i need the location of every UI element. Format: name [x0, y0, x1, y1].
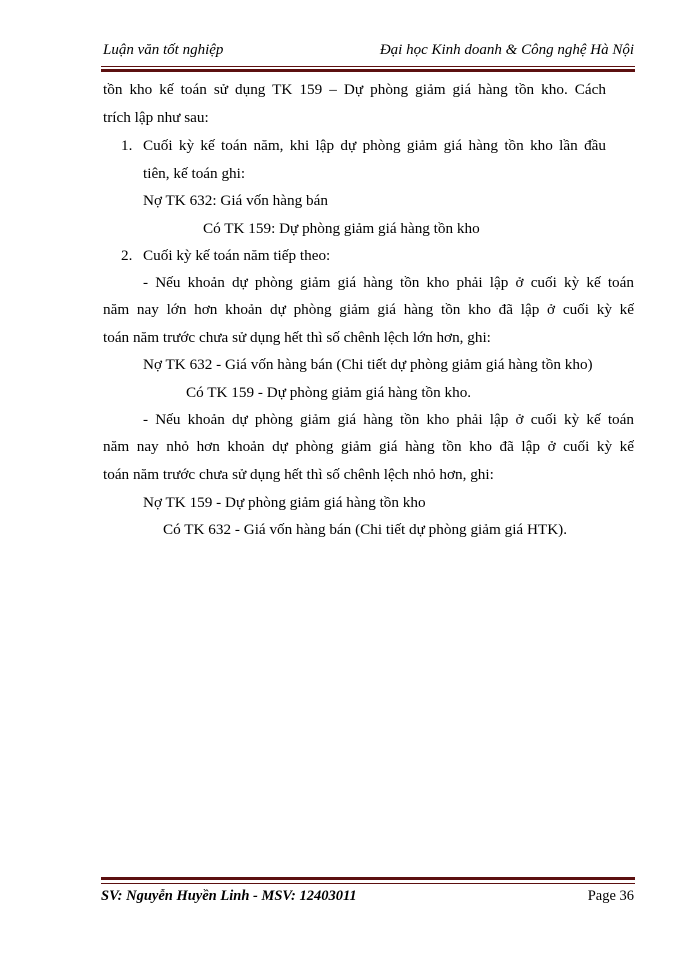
- page-header: [103, 42, 634, 64]
- page-number: Page 36: [587, 888, 634, 904]
- case-1-line-2: năm nay lớn hơn khoản dự phòng giảm giá hàng tồn kho đã lập ở cuối kỳ kế: [103, 301, 634, 318]
- header-rule-thick: [101, 69, 635, 72]
- list-number-1: 1.: [121, 137, 133, 154]
- header-rule-thin: [101, 66, 635, 67]
- header-university-label: Đại học Kinh doanh & Công nghệ Hà Nội: [379, 42, 634, 58]
- case-1-line-3: toán năm trước chưa sử dụng hết thì số chênh lệch lớn hơn, ghi:: [103, 329, 491, 346]
- footer-student-info: SV: Nguyễn Huyền Linh - MSV: 12403011: [101, 888, 357, 904]
- list-number-2: 2.: [121, 247, 133, 264]
- case-2-line-2: năm nay nhỏ hơn khoản dự phòng giảm giá hàng tồn kho đã lập ở cuối kỳ kế: [103, 438, 634, 455]
- footer-rule-thin: [101, 883, 635, 884]
- journal-debit-632: Nợ TK 632: Giá vốn hàng bán: [143, 192, 328, 209]
- case-2-line-1: - Nếu khoản dự phòng giảm giá hàng tồn kho phải lập ở cuối kỳ kế toán: [143, 411, 634, 428]
- case-2-line-3: toán năm trước chưa sử dụng hết thì số chênh lệch nhỏ hơn, ghi:: [103, 466, 494, 483]
- journal-credit-159: Có TK 159: Dự phòng giảm giá hàng tồn kho: [203, 220, 480, 237]
- case-1-journal-credit: Có TK 159 - Dự phòng giảm giá hàng tồn kho.: [186, 384, 472, 401]
- case-2-journal-debit: Nợ TK 159 - Dự phòng giảm giá hàng tồn kho: [143, 494, 426, 511]
- list-item-1-line-2: tiên, kế toán ghi:: [143, 165, 246, 182]
- case-1-journal-debit: Nợ TK 632 - Giá vốn hàng bán (Chi tiết dự phòng giảm giá hàng tồn kho): [143, 356, 593, 373]
- footer-rule-thick: [101, 877, 635, 880]
- page-footer: [101, 888, 634, 910]
- case-2-journal-credit: Có TK 632 - Giá vốn hàng bán (Chi tiết dự phòng giảm giá HTK).: [163, 521, 568, 538]
- case-1-line-1: - Nếu khoản dự phòng giảm giá hàng tồn kho phải lập ở cuối kỳ kế toán: [143, 274, 634, 291]
- list-item-1-line-1: Cuối kỳ kế toán năm, khi lập dự phòng giảm giá hàng tồn kho lần đầu: [143, 137, 606, 154]
- body-line-2: trích lập như sau:: [103, 109, 209, 126]
- list-item-2-line-1: Cuối kỳ kế toán năm tiếp theo:: [143, 247, 331, 264]
- body-line-1: tồn kho kế toán sử dụng TK 159 – Dự phòng giảm giá hàng tồn kho. Cách: [103, 81, 606, 98]
- header-thesis-label: Luận văn tốt nghiệp: [103, 42, 224, 58]
